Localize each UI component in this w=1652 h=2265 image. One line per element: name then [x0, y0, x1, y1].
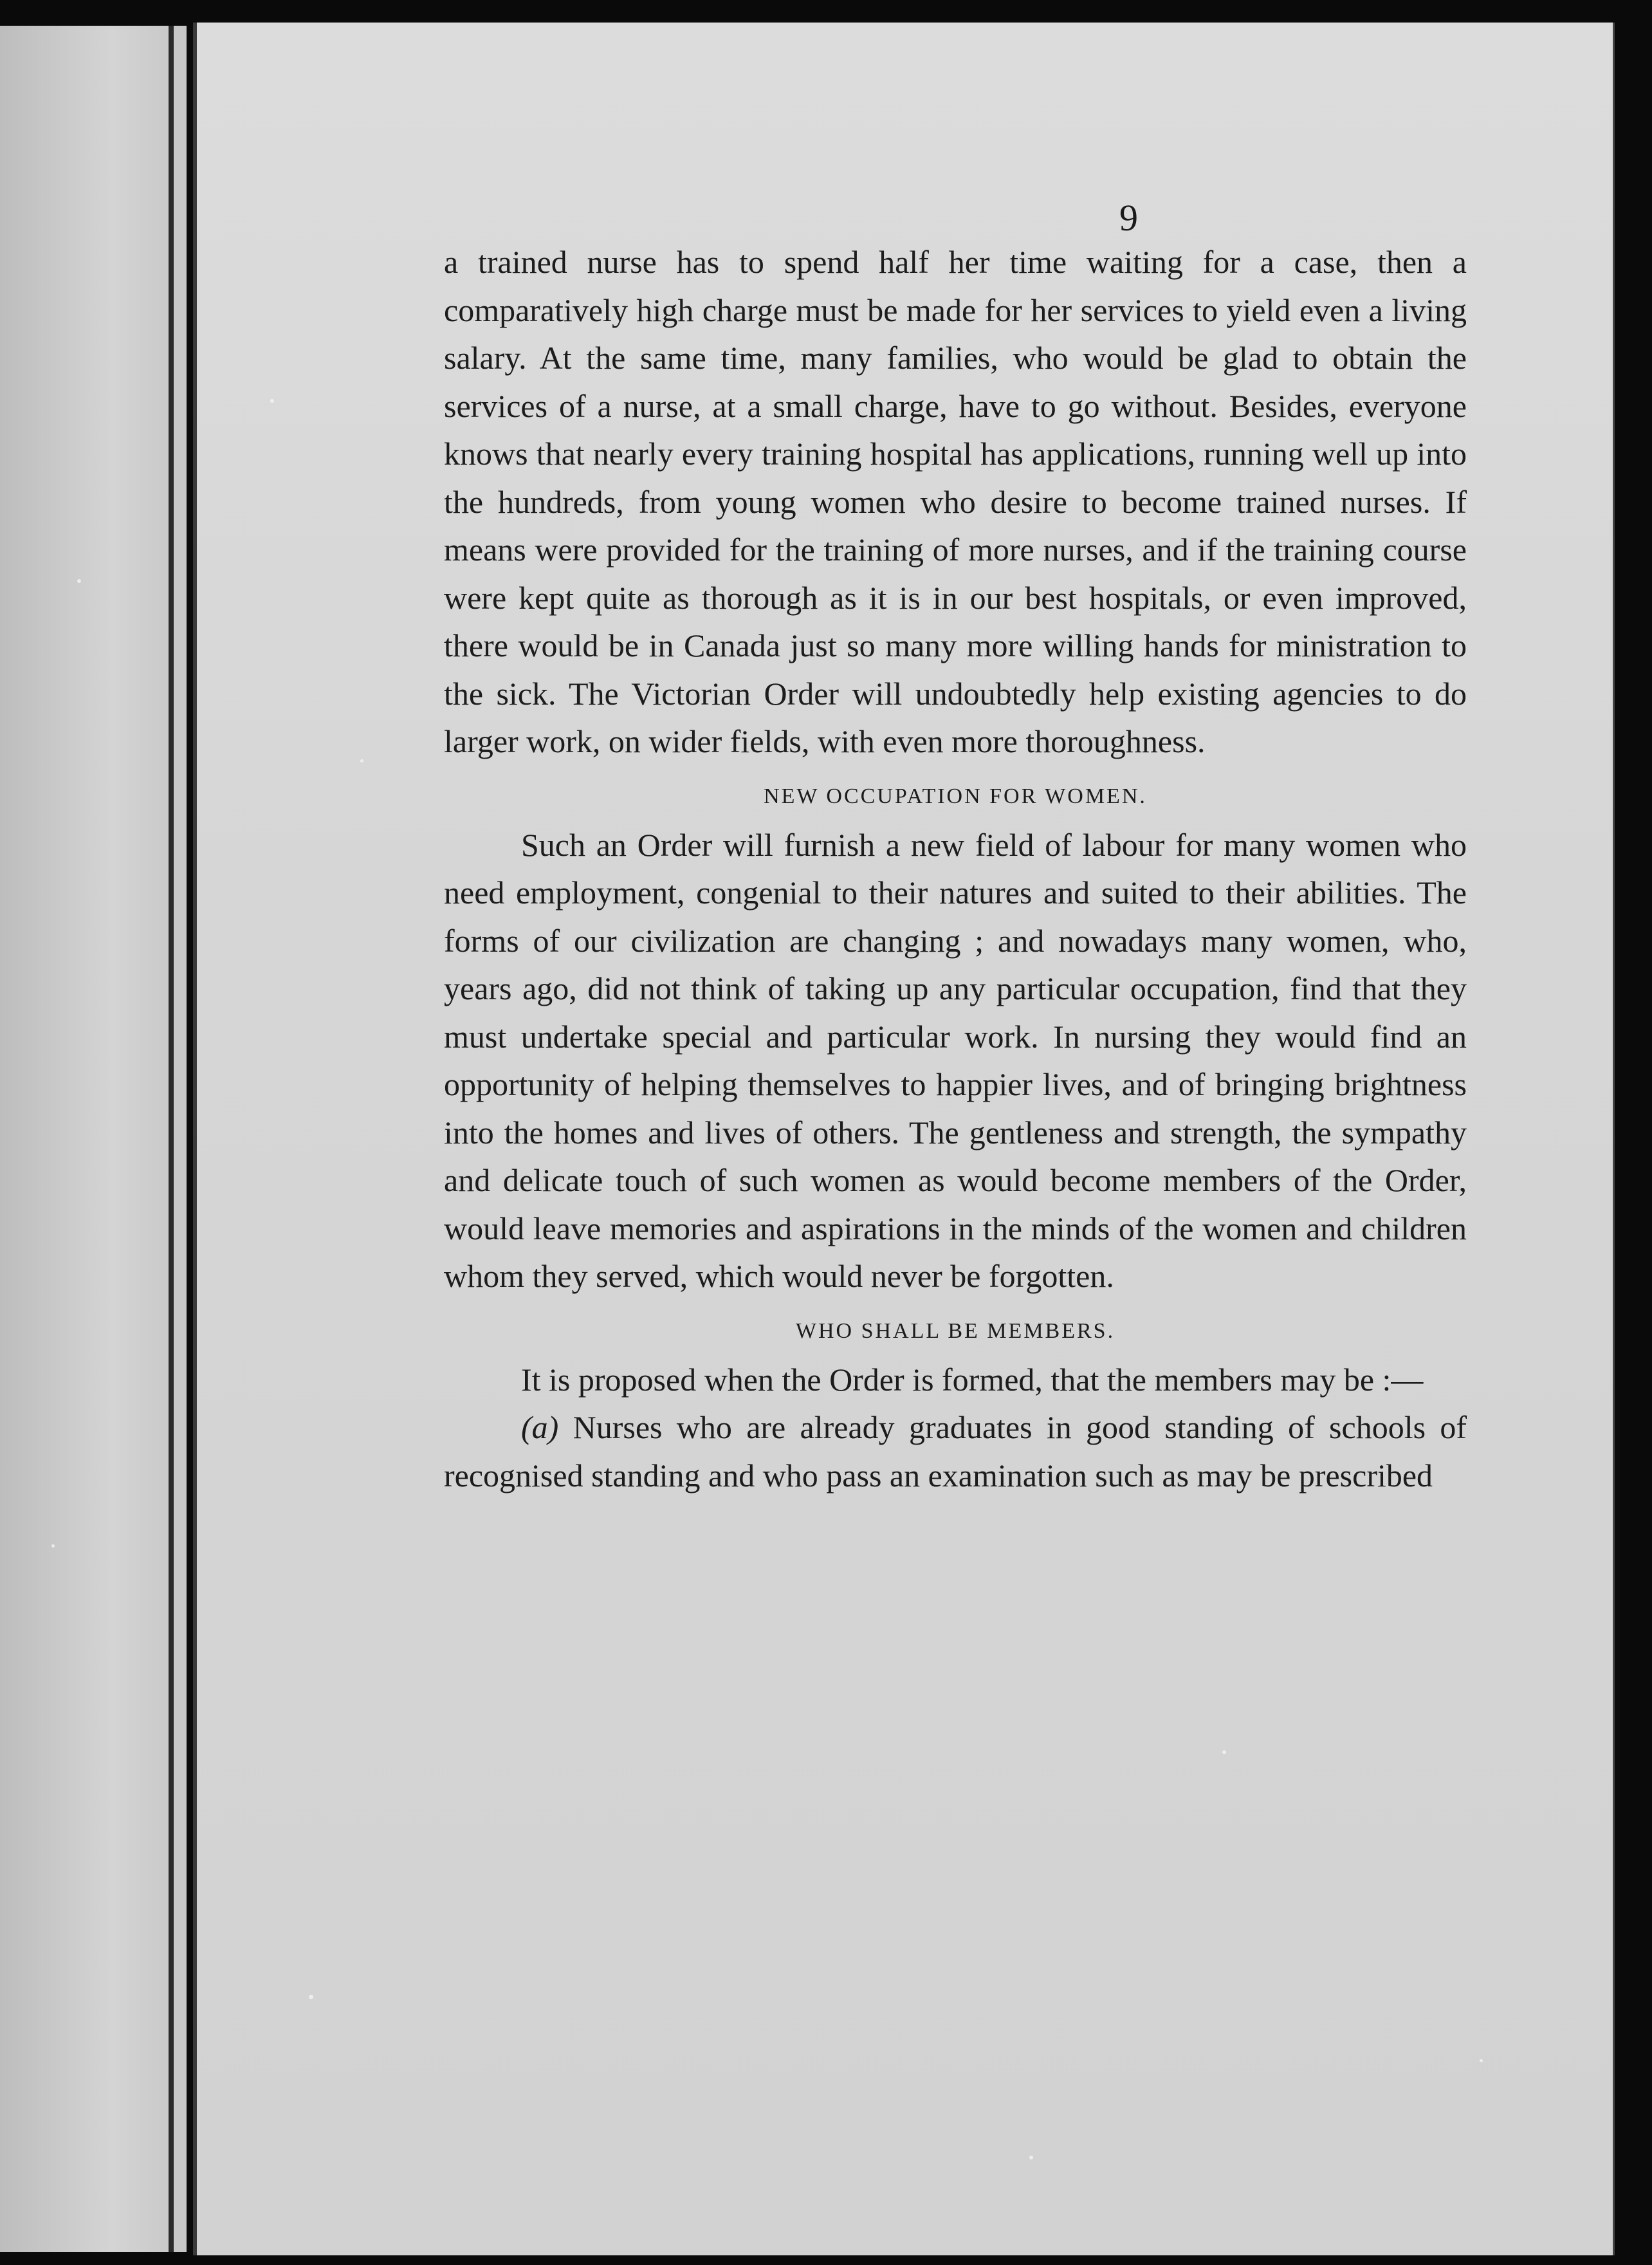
scan-speck [77, 579, 81, 583]
scan-speck [1029, 2156, 1033, 2159]
list-item-a-label: (a) [521, 1409, 559, 1445]
list-item-a-text: Nurses who are already graduates in good standing of schools of recognised standing and who pass an examination such as may be prescribed [444, 1409, 1467, 1493]
scan-speck [1222, 1750, 1226, 1754]
paragraph-members-intro: It is proposed when the Order is formed, that the members may be :— [521, 1361, 1424, 1398]
scan-speck [309, 1995, 313, 1999]
section-heading-members: WHO SHALL BE MEMBERS. [795, 1318, 1115, 1343]
scan-speck [1480, 2059, 1483, 2062]
scan-speck [51, 1544, 55, 1548]
scan-speck [360, 759, 363, 763]
page-body [444, 238, 1467, 1499]
page-number: 9 [1119, 197, 1138, 239]
previous-page-edge [0, 26, 187, 2252]
paragraph-nurse-costs: a trained nurse has to spend half her time waiting for a case, then a comparatively high charge must be made for her services to yield even a living salary. At the same time, many families, who would be glad to obtain the services of a nurse, at a small charge, have to go without. Besides, everyone knows that nearly every training hospital has applications, running well up into the hundreds, from young women who desire to become trained nurses. If means were provided for the training of more nurses, and if the training course were kept quite as thorough as it is in our best hospitals, or even improved, there would be in Canada just so many more willing hands for ministration to the sick. The Victorian Order will undoubtedly help existing agencies to do larger work, on wider fields, with even more thoroughness. [444, 244, 1467, 759]
paragraph-new-occupation: Such an Order will furnish a new field of labour for many women who need employment, congenial to their natures and suited to their abilities. The forms of our civilization are changing ; and nowadays many women, who, years ago, did not think of taking up any particular occupation, find that they must undertake special and particular work. In nursing they would find an opportunity of helping themselves to happier lives, and of bringing brightness into the homes and lives of others. The gentleness and strength, the sympathy and delicate touch of such women as would become members of the Order, would leave memories and aspirations in the minds of the women and children whom they served, which would never be forgotten. [444, 826, 1467, 1294]
page-gutter [169, 26, 174, 2252]
list-item-a [444, 1403, 1467, 1499]
section-heading-new-occupation: NEW OCCUPATION FOR WOMEN. [764, 784, 1147, 808]
scan-speck [270, 399, 274, 403]
